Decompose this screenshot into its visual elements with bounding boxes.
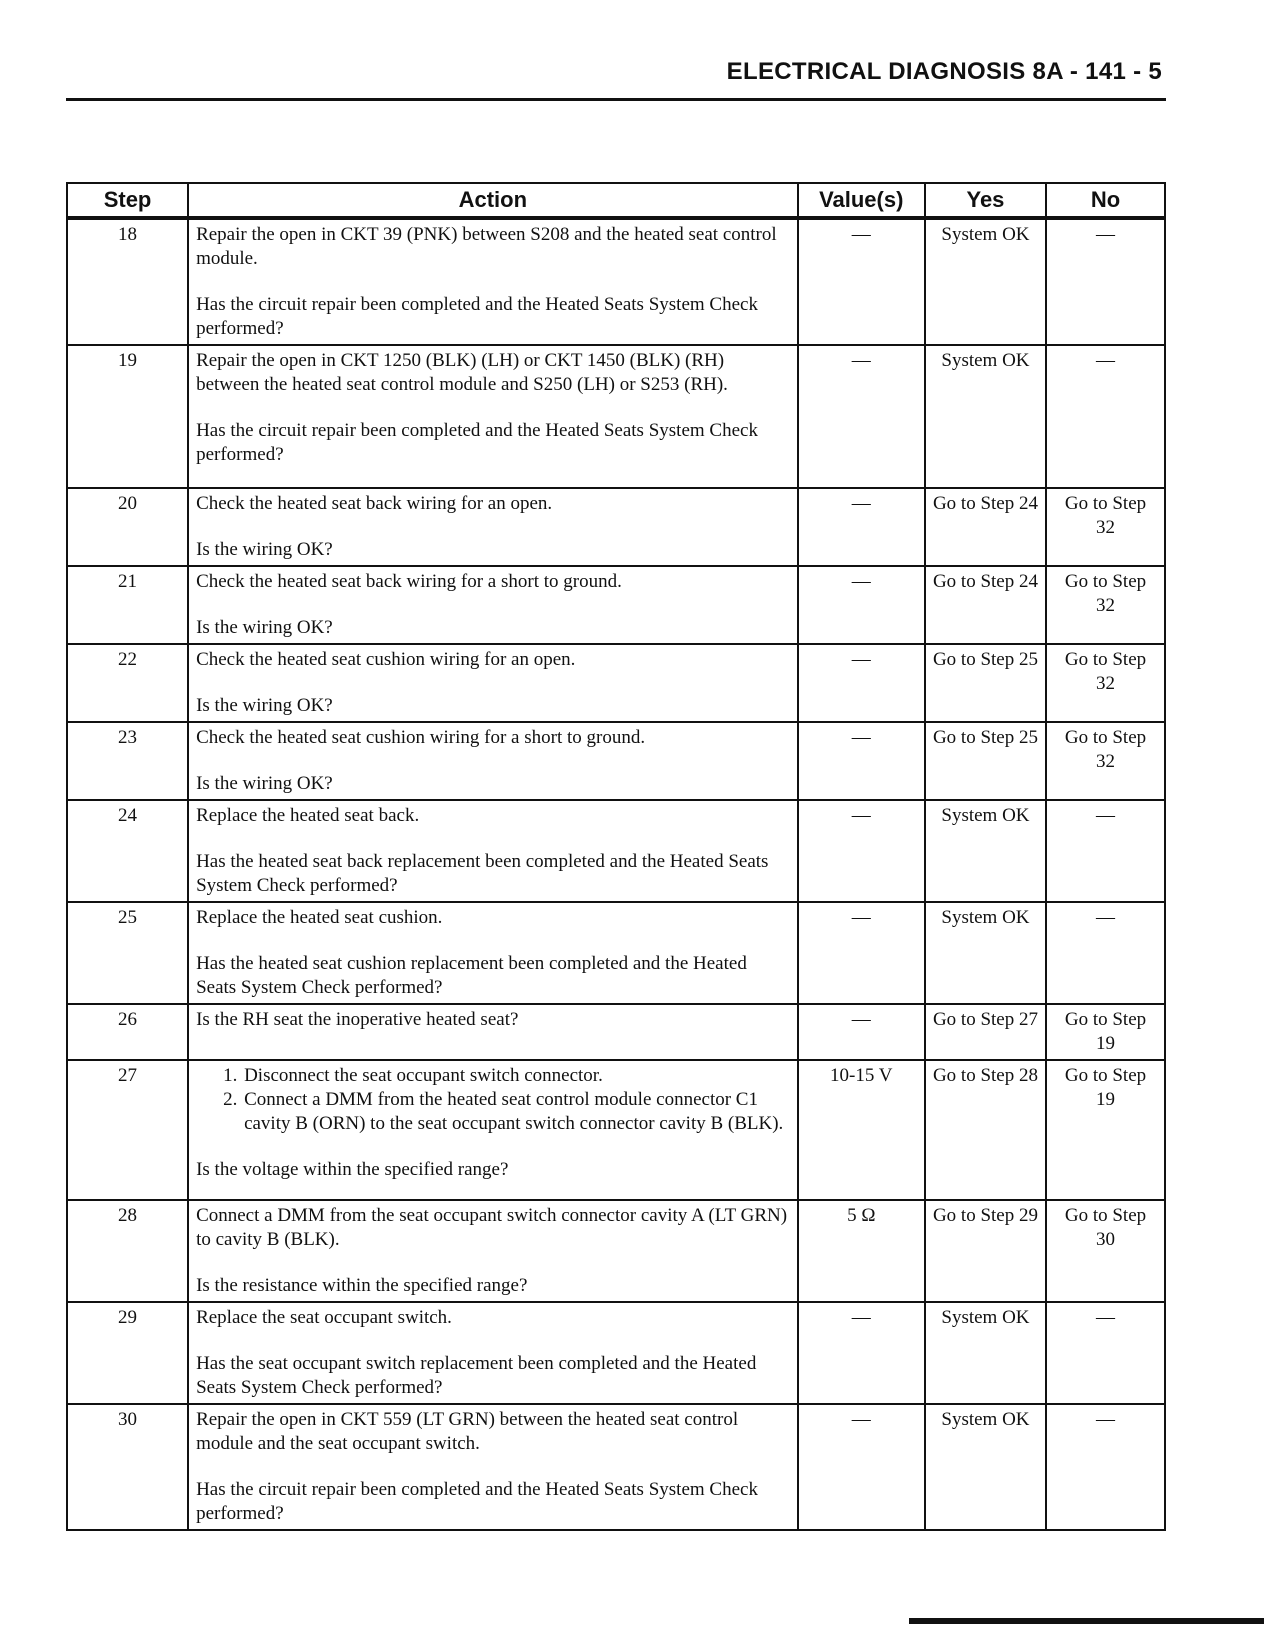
- action-text: Check the heated seat cushion wiring for a short to ground.: [196, 727, 646, 748]
- column-header-no: No: [1046, 183, 1165, 218]
- value-cell: —: [798, 1302, 925, 1404]
- yes-cell: System OK: [925, 345, 1046, 488]
- step-number: 24: [67, 800, 188, 902]
- no-cell: Go to Step 19: [1046, 1060, 1165, 1200]
- yes-cell: System OK: [925, 800, 1046, 902]
- column-header-action: Action: [188, 183, 798, 218]
- table-row: [67, 1060, 1165, 1200]
- table-header-row: [67, 183, 1165, 218]
- action-cell: [188, 218, 798, 345]
- value-cell: 10-15 V: [798, 1060, 925, 1200]
- action-cell: [188, 1004, 798, 1060]
- yes-cell: Go to Step 25: [925, 644, 1046, 722]
- action-question: Has the seat occupant switch replacement been completed and the Heated Seats System Check performed?: [196, 1353, 757, 1398]
- value-cell: —: [798, 800, 925, 902]
- action-text: Repair the open in CKT 39 (PNK) between S208 and the heated seat control module.: [196, 224, 777, 269]
- value-cell: —: [798, 488, 925, 566]
- list-item: 2. Connect a DMM from the heated seat control module connector C1 cavity B (ORN) to the seat occupant switch connector cavity B (BLK).: [242, 1088, 790, 1136]
- yes-cell: Go to Step 27: [925, 1004, 1046, 1060]
- step-number: 23: [67, 722, 188, 800]
- table-row: [67, 902, 1165, 1004]
- action-text: Check the heated seat back wiring for a short to ground.: [196, 571, 622, 592]
- step-number: 21: [67, 566, 188, 644]
- no-cell: Go to Step 32: [1046, 566, 1165, 644]
- no-cell: —: [1046, 800, 1165, 902]
- action-text: Replace the seat occupant switch.: [196, 1307, 452, 1328]
- step-number: 30: [67, 1404, 188, 1530]
- table-row: [67, 722, 1165, 800]
- action-text: Repair the open in CKT 1250 (BLK) (LH) or CKT 1450 (BLK) (RH) between the heated seat control module and S250 (LH) or S253 (RH).: [196, 350, 728, 395]
- value-cell: —: [798, 566, 925, 644]
- action-text: Is the RH seat the inoperative heated seat?: [196, 1009, 519, 1030]
- step-number: 22: [67, 644, 188, 722]
- action-question: Is the wiring OK?: [196, 539, 333, 560]
- action-question: Is the wiring OK?: [196, 695, 333, 716]
- step-number: 28: [67, 1200, 188, 1302]
- value-cell: —: [798, 722, 925, 800]
- page-header-title: ELECTRICAL DIAGNOSIS 8A - 141 - 5: [726, 58, 1162, 85]
- yes-cell: System OK: [925, 218, 1046, 345]
- no-cell: Go to Step 32: [1046, 722, 1165, 800]
- no-cell: Go to Step 32: [1046, 488, 1165, 566]
- table-row: [67, 488, 1165, 566]
- value-cell: 5 Ω: [798, 1200, 925, 1302]
- table-row: [67, 1200, 1165, 1302]
- step-number: 26: [67, 1004, 188, 1060]
- no-cell: —: [1046, 218, 1165, 345]
- diagnostic-steps-table: [66, 182, 1166, 1531]
- table-row: [67, 566, 1165, 644]
- yes-cell: System OK: [925, 902, 1046, 1004]
- action-cell: [188, 488, 798, 566]
- action-text: Repair the open in CKT 559 (LT GRN) between the heated seat control module and the seat occupant switch.: [196, 1409, 739, 1454]
- table-row: [67, 1404, 1165, 1530]
- yes-cell: Go to Step 24: [925, 488, 1046, 566]
- action-text: Connect a DMM from the seat occupant switch connector cavity A (LT GRN) to cavity B (BLK).: [196, 1205, 788, 1250]
- step-number: 25: [67, 902, 188, 1004]
- step-number: 27: [67, 1060, 188, 1200]
- column-header-step: Step: [67, 183, 188, 218]
- action-question: Has the heated seat back replacement been completed and the Heated Seats System Check performed?: [196, 851, 769, 896]
- value-cell: —: [798, 218, 925, 345]
- value-cell: —: [798, 902, 925, 1004]
- yes-cell: Go to Step 28: [925, 1060, 1046, 1200]
- action-cell: [188, 1060, 798, 1200]
- action-question: Has the heated seat cushion replacement been completed and the Heated Seats System Check performed?: [196, 953, 747, 998]
- action-cell: [188, 1404, 798, 1530]
- table-row: [67, 1302, 1165, 1404]
- step-number: 18: [67, 218, 188, 345]
- no-cell: —: [1046, 902, 1165, 1004]
- action-cell: [188, 722, 798, 800]
- action-question: Has the circuit repair been completed and the Heated Seats System Check performed?: [196, 294, 758, 339]
- action-text: Check the heated seat back wiring for an open.: [196, 493, 553, 514]
- value-cell: —: [798, 644, 925, 722]
- no-cell: Go to Step 30: [1046, 1200, 1165, 1302]
- step-number: 19: [67, 345, 188, 488]
- list-item: 1. Disconnect the seat occupant switch connector.: [242, 1064, 790, 1088]
- step-number: 29: [67, 1302, 188, 1404]
- yes-cell: System OK: [925, 1302, 1046, 1404]
- column-header-values: Value(s): [798, 183, 925, 218]
- action-question: Is the wiring OK?: [196, 617, 333, 638]
- action-cell: [188, 566, 798, 644]
- action-cell: [188, 1302, 798, 1404]
- header-rule: [66, 98, 1166, 101]
- table-row: [67, 218, 1165, 345]
- action-text: Replace the heated seat cushion.: [196, 907, 443, 928]
- action-cell: [188, 644, 798, 722]
- value-cell: —: [798, 1404, 925, 1530]
- table-row: [67, 1004, 1165, 1060]
- table-row: [67, 345, 1165, 488]
- action-text: Replace the heated seat back.: [196, 805, 420, 826]
- table-row: [67, 644, 1165, 722]
- action-text: Check the heated seat cushion wiring for an open.: [196, 649, 576, 670]
- no-cell: Go to Step 32: [1046, 644, 1165, 722]
- action-cell: [188, 345, 798, 488]
- column-header-yes: Yes: [925, 183, 1046, 218]
- step-number: 20: [67, 488, 188, 566]
- value-cell: —: [798, 1004, 925, 1060]
- action-cell: [188, 800, 798, 902]
- yes-cell: Go to Step 25: [925, 722, 1046, 800]
- yes-cell: System OK: [925, 1404, 1046, 1530]
- action-question: Is the wiring OK?: [196, 773, 333, 794]
- action-question: Is the resistance within the specified range?: [196, 1275, 528, 1296]
- action-question: Is the voltage within the specified range?: [196, 1159, 509, 1180]
- no-cell: Go to Step 19: [1046, 1004, 1165, 1060]
- action-cell: [188, 902, 798, 1004]
- no-cell: —: [1046, 1404, 1165, 1530]
- footer-rule: [909, 1618, 1264, 1624]
- value-cell: —: [798, 345, 925, 488]
- no-cell: —: [1046, 345, 1165, 488]
- yes-cell: Go to Step 29: [925, 1200, 1046, 1302]
- yes-cell: Go to Step 24: [925, 566, 1046, 644]
- action-question: Has the circuit repair been completed and the Heated Seats System Check performed?: [196, 420, 758, 465]
- table-row: [67, 800, 1165, 902]
- no-cell: —: [1046, 1302, 1165, 1404]
- substep-list: [196, 1064, 790, 1136]
- action-question: Has the circuit repair been completed and the Heated Seats System Check performed?: [196, 1479, 758, 1524]
- action-cell: [188, 1200, 798, 1302]
